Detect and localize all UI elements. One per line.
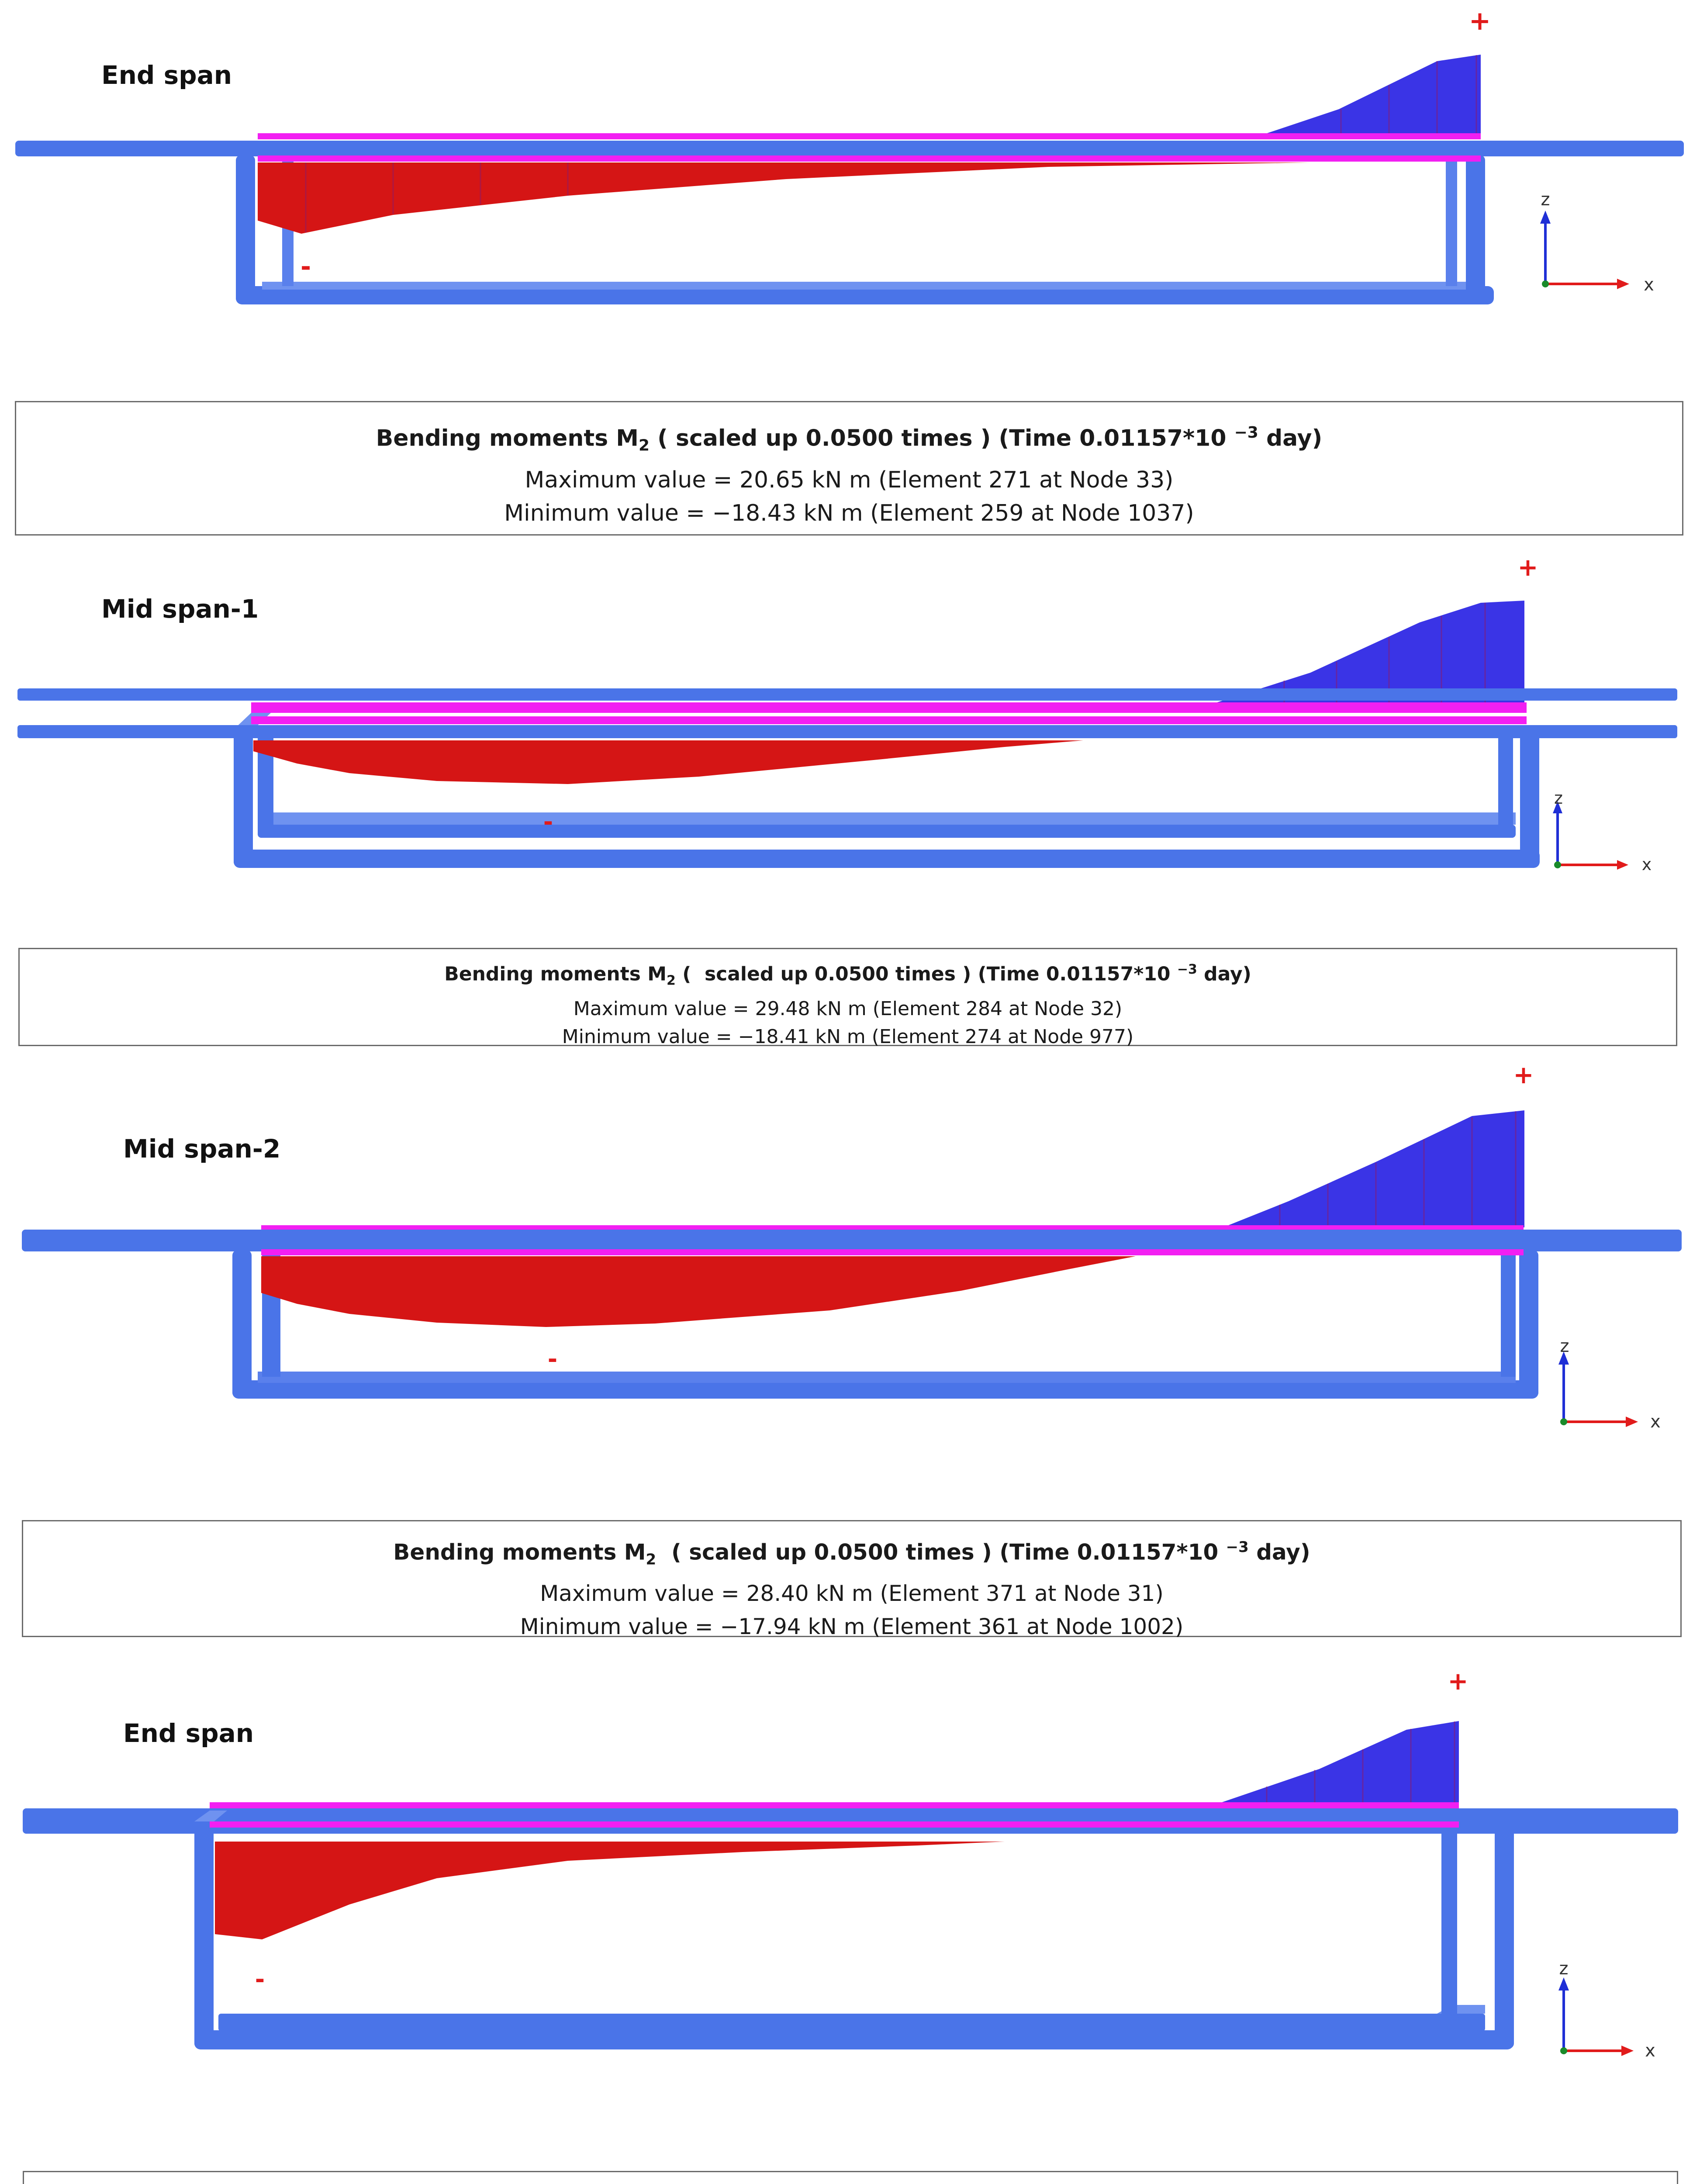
frame-right-inner-post: [1446, 155, 1457, 286]
positive-moment-area: [1214, 1721, 1459, 1805]
z-axis-label: z: [1554, 788, 1563, 808]
horizontal-beam: [23, 1808, 1678, 1834]
plus-sign: +: [1517, 553, 1538, 582]
frame-left-post: [232, 1250, 252, 1398]
axis-triad: [1540, 190, 1654, 295]
deck-underside: [251, 716, 1527, 724]
top-beam: [17, 688, 1677, 701]
panel-end-span-1: [0, 0, 1700, 542]
frame-right-post: [1495, 1821, 1514, 2049]
z-axis-label: z: [1559, 1959, 1569, 1979]
frame-right-inner-post: [1441, 1821, 1457, 2018]
max-value-line: Maximum value = 28.40 kN m (Element 371 at Node 31): [540, 1580, 1164, 1606]
frame-inner-beam: [258, 825, 1516, 838]
axis-origin: [1554, 861, 1561, 868]
horizontal-beam: [22, 1230, 1682, 1251]
max-value-line: Maximum value = 29.48 kN m (Element 284 at Node 32): [573, 998, 1123, 1020]
min-value-line: Minimum value = −17.94 kN m (Element 361 at Node 1002): [520, 1614, 1184, 1639]
result-title-text: Bending moments M: [393, 1539, 646, 1565]
z-axis-arrowhead: [1540, 211, 1551, 224]
axis-triad: [1558, 1959, 1655, 2061]
min-value-line: Minimum value = −18.41 kN m (Element 274 at Node 977): [562, 1026, 1134, 1048]
result-box: [23, 2171, 1678, 2184]
x-axis-arrowhead: [1617, 279, 1629, 289]
result-title-text: Bending moments M: [444, 963, 667, 985]
result-title: [23, 1530, 1680, 1577]
result-unit: day): [1258, 425, 1323, 452]
result-box: [18, 948, 1677, 1046]
axis-origin: [1560, 1418, 1567, 1425]
frame-right-post: [1519, 1250, 1538, 1398]
max-value-line: Maximum value = 20.65 kN m (Element 271 at Node 33): [525, 467, 1174, 493]
result-suffix: ( scaled up 0.0500 times ) (Time 0.01157*10: [675, 963, 1177, 985]
axis-triad: [1558, 1336, 1661, 1432]
moment-diagram: [0, 1642, 1700, 2062]
result-unit: day): [1248, 1539, 1310, 1565]
frame-right-post: [1520, 729, 1539, 865]
frame-skew-joint: [258, 812, 1516, 825]
x-axis-arrowhead: [1617, 860, 1628, 870]
x-axis-label: x: [1650, 1412, 1661, 1432]
frame-left-post: [234, 732, 253, 867]
panel-end-span-2: [0, 1642, 1700, 2184]
result-unit: day): [1197, 963, 1251, 985]
negative-moment-area: [258, 162, 1455, 234]
result-exponent: −3: [1234, 424, 1258, 442]
frame-inner-beam: [258, 1372, 1516, 1383]
axis-triad: [1553, 788, 1652, 874]
frame-left-post: [236, 155, 255, 304]
axis-origin: [1560, 2047, 1567, 2054]
frame-bottom-beam: [232, 1380, 1538, 1399]
result-exponent: −3: [1177, 962, 1197, 977]
x-axis-arrowhead: [1626, 1417, 1638, 1427]
x-axis-label: x: [1645, 2041, 1655, 2061]
z-axis-label: z: [1560, 1336, 1569, 1356]
positive-moment-area: [1214, 601, 1524, 703]
result-subscript: 2: [667, 973, 676, 988]
minus-sign: -: [543, 808, 553, 836]
result-subscript: 2: [646, 1551, 657, 1569]
x-axis-label: x: [1644, 275, 1654, 295]
min-value-line: Minimum value = −18.43 kN m (Element 259 at Node 1037): [504, 500, 1194, 526]
result-suffix: ( scaled up 0.0500 times ) (Time 0.01157*10: [650, 425, 1234, 452]
z-axis-label: z: [1541, 190, 1550, 210]
frame-right-inner-post: [1501, 1250, 1516, 1377]
negative-moment-area: [261, 1256, 1136, 1327]
minus-sign: -: [547, 1345, 558, 1373]
plus-sign: +: [1448, 1667, 1468, 1696]
result-suffix: ( scaled up 0.0500 times ) (Time 0.01157*10: [656, 1539, 1226, 1565]
result-box: [22, 1520, 1682, 1637]
plus-sign: +: [1513, 1061, 1534, 1089]
panel-mid-span-2: [0, 1048, 1700, 1642]
result-title: [16, 415, 1682, 463]
deck-outline: [251, 702, 1527, 713]
plus-sign: +: [1468, 6, 1491, 36]
result-exponent: −3: [1226, 1538, 1249, 1556]
result-title: [20, 955, 1676, 995]
deck-underside: [258, 156, 1481, 162]
x-axis-arrowhead: [1621, 2046, 1634, 2056]
deck-underside: [261, 1249, 1524, 1255]
x-axis-label: x: [1641, 855, 1652, 874]
span-title: End span: [123, 1718, 254, 1748]
span-title: Mid span-2: [123, 1134, 281, 1164]
minus-sign: -: [255, 1966, 265, 1993]
negative-moment-area: [215, 1842, 1005, 1939]
horizontal-beam: [17, 725, 1677, 738]
frame-bottom-beam: [234, 850, 1540, 868]
z-axis-arrowhead: [1558, 1977, 1569, 1990]
span-title: End span: [101, 60, 232, 90]
frame-inner-beam: [262, 282, 1476, 290]
deck-outline: [258, 133, 1481, 139]
panel-mid-span-1: [0, 542, 1700, 1048]
frame-bottom-beam: [194, 2030, 1513, 2049]
axis-origin: [1542, 280, 1549, 287]
span-title: Mid span-1: [101, 594, 259, 624]
moment-diagram: [0, 1048, 1700, 1441]
result-box: [15, 401, 1683, 536]
result-title-text: Bending moments M: [376, 425, 639, 452]
moment-diagram: [0, 542, 1700, 891]
frame-right-post: [1466, 155, 1485, 304]
horizontal-beam: [15, 141, 1684, 156]
frame-left-post: [194, 1821, 214, 2049]
negative-moment-area: [253, 740, 1083, 784]
result-subscript: 2: [639, 436, 650, 455]
positive-moment-area: [1258, 55, 1481, 136]
minus-sign: -: [300, 252, 311, 281]
frame-right-inner-post: [1498, 729, 1513, 834]
frame-inner-beam: [218, 2014, 1485, 2031]
moment-diagram: [0, 0, 1700, 332]
deck-underside: [210, 1821, 1459, 1828]
positive-moment-area: [1223, 1110, 1524, 1227]
